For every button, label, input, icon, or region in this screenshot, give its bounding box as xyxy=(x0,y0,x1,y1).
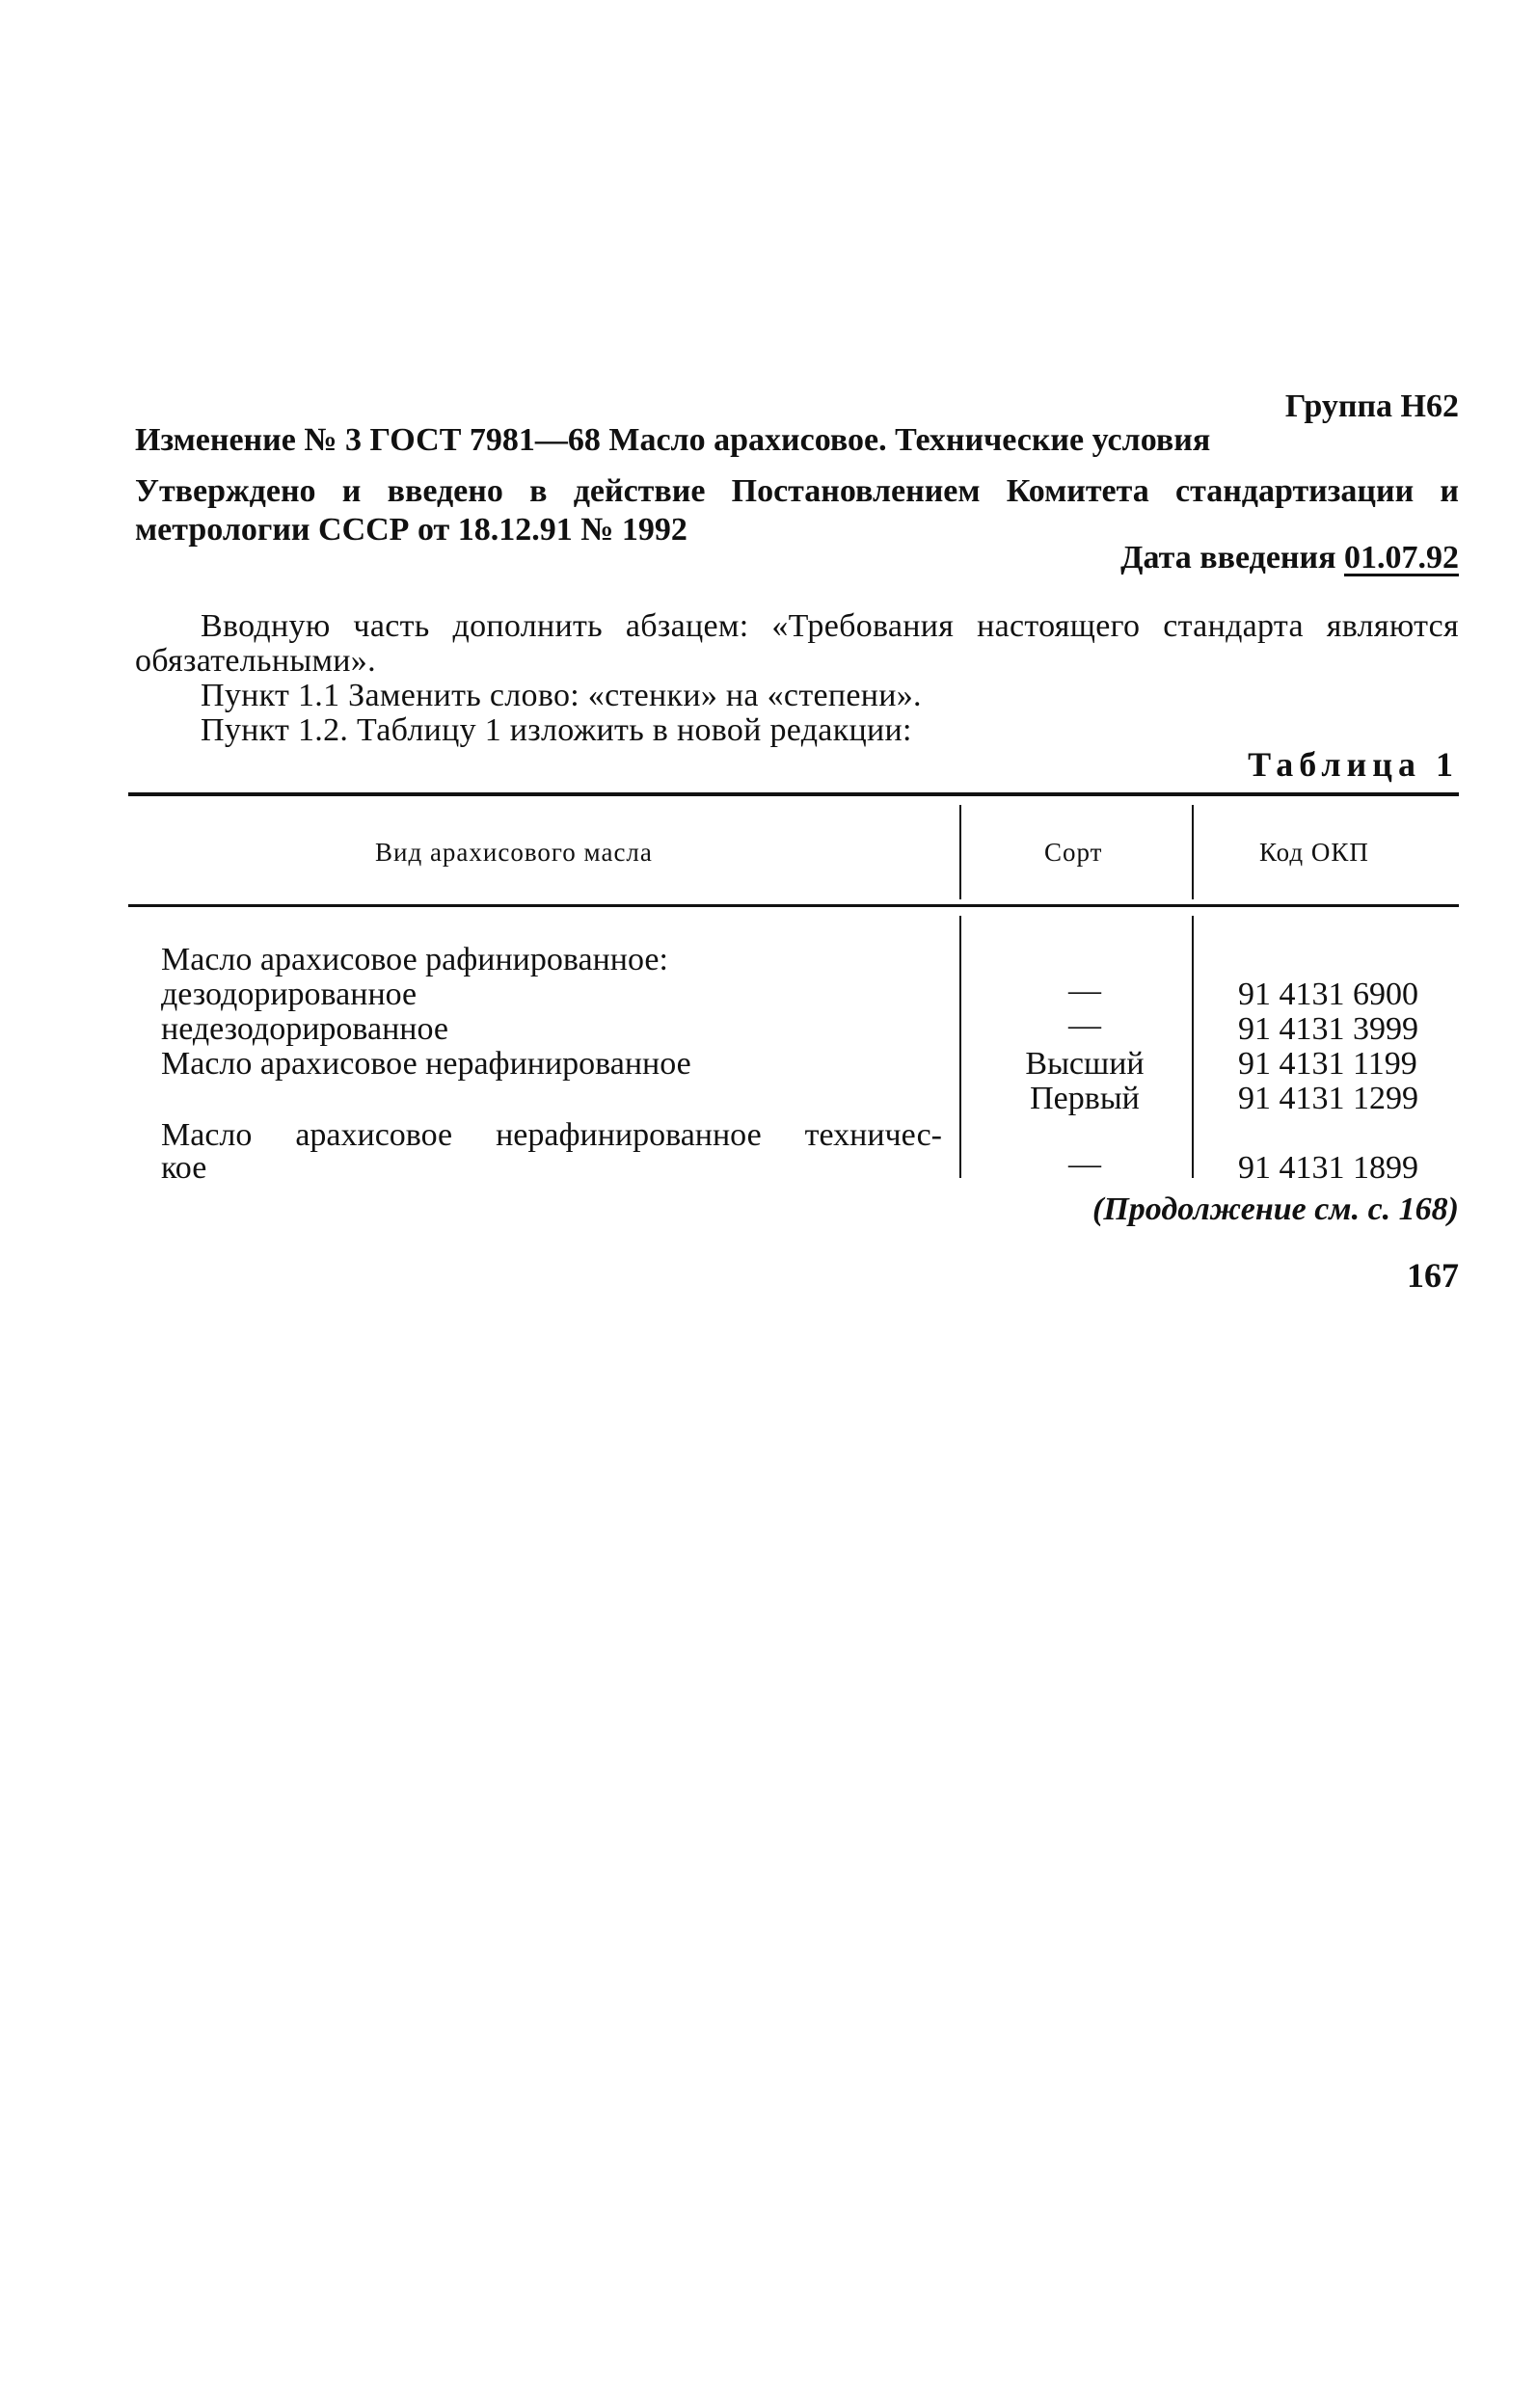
table-column-divider xyxy=(959,805,961,899)
table-cell-name: кое xyxy=(161,1150,207,1186)
table-top-rule xyxy=(128,792,1459,796)
table-cell-code: 91 4131 3999 xyxy=(1238,1011,1418,1047)
continuation-note: (Продолжение см. с. 168) xyxy=(1092,1191,1459,1227)
table-cell-name: дезодорированное xyxy=(161,977,418,1012)
table-header-grade: Сорт xyxy=(1044,838,1103,867)
table-cell-grade: — xyxy=(1068,1146,1101,1182)
table-cell-grade: Высший xyxy=(1025,1046,1145,1082)
table-header-code: Код ОКП xyxy=(1259,838,1369,867)
table-cell-name: Масло арахисовое нерафинированное xyxy=(161,1046,691,1082)
table-cell-grade: Первый xyxy=(1030,1081,1140,1116)
table-cell-grade: — xyxy=(1068,1007,1101,1043)
approval-statement: Утверждено и введено в действие Постановлением Комитета стандартизации и метрологии СССР от 18.12.91 № 1992 xyxy=(135,473,1459,548)
table-cell-code: 91 4131 6900 xyxy=(1238,977,1418,1012)
table-caption: Таблица 1 xyxy=(1248,745,1459,784)
table-cell-name: Масло арахисовое рафинированное: xyxy=(161,942,668,977)
table-header-rule xyxy=(128,904,1459,907)
table-cell-name: недезодорированное xyxy=(161,1011,448,1047)
paragraph-item-1-1: Пункт 1.1 Заменить слово: «стенки» на «степени». xyxy=(201,678,922,713)
table-header-type: Вид арахисового масла xyxy=(375,838,653,867)
table-cell-code: 91 4131 1299 xyxy=(1238,1081,1418,1116)
table-column-divider xyxy=(1192,916,1194,1178)
change-title: Изменение № 3 ГОСТ 7981—68 Масло арахисовое. Технические условия xyxy=(135,422,1211,458)
group-label: Группа Н62 xyxy=(1284,388,1459,424)
table-cell-code: 91 4131 1899 xyxy=(1238,1150,1418,1186)
date-label: Дата введения xyxy=(1120,540,1336,575)
table-column-divider xyxy=(959,916,961,1178)
table-cell-code: 91 4131 1199 xyxy=(1238,1046,1417,1082)
paragraph-item-1-2: Пункт 1.2. Таблицу 1 изложить в новой редакции: xyxy=(201,712,912,748)
table-cell-name: Масло арахисовое нерафинированное техничес- xyxy=(161,1117,942,1153)
effective-date xyxy=(1120,540,1459,576)
paragraph-intro: Вводную часть дополнить абзацем: «Требования настоящего стандарта являются обязательными». xyxy=(135,608,1459,679)
page-number: 167 xyxy=(1407,1256,1459,1295)
table-column-divider xyxy=(1192,805,1194,899)
date-value: 01.07.92 xyxy=(1344,540,1459,575)
table-cell-grade: — xyxy=(1068,973,1101,1008)
